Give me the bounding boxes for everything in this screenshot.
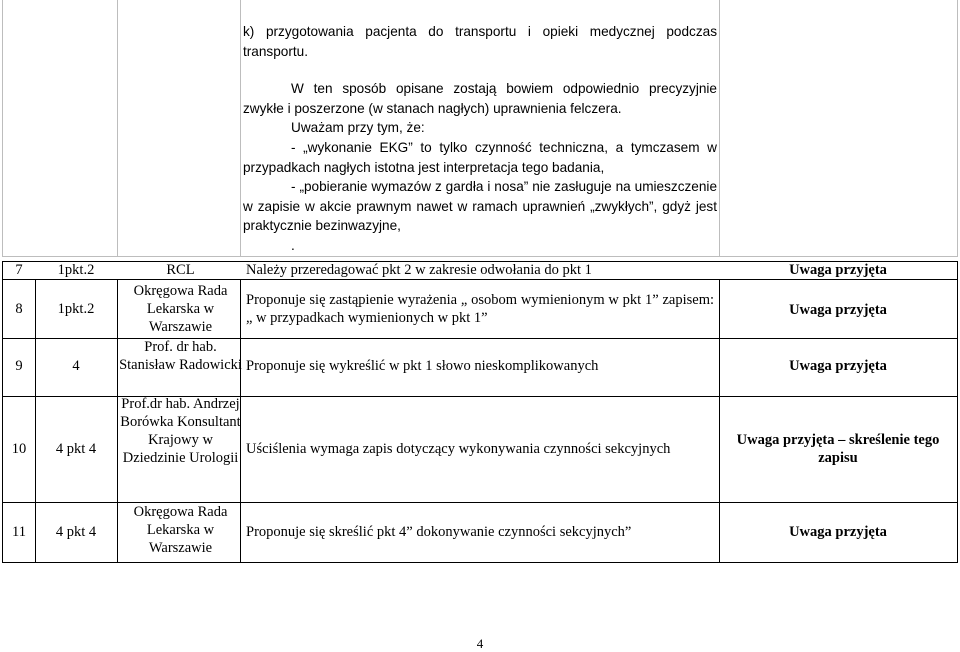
row-point: 4 xyxy=(72,358,80,374)
border xyxy=(957,0,958,256)
border xyxy=(117,0,118,256)
row-comment: Należy przeredagować pkt 2 w zakresie odwołania do pkt 1 xyxy=(246,262,592,278)
page-number: 4 xyxy=(476,636,484,651)
border xyxy=(240,0,241,256)
paragraph: . xyxy=(291,237,295,253)
row-number: 7 xyxy=(15,262,23,278)
col-border xyxy=(957,261,958,563)
row-border xyxy=(2,562,958,563)
row-number: 9 xyxy=(15,358,23,374)
row-author: Prof. dr hab. Stanisław Radowicki xyxy=(119,339,242,373)
border xyxy=(2,0,3,256)
col-border xyxy=(117,279,118,563)
row-point: 4 pkt 4 xyxy=(55,441,97,457)
row-comment: Proponuje się wykreślić w pkt 1 słowo nieskomplikowanych xyxy=(246,358,599,374)
border xyxy=(2,256,958,257)
paragraph: - „wykonanie EKG” to tylko czynność techniczna, a tymczasem w przypadkach nagłych istotna jest interpretacja tego badania, xyxy=(243,139,717,175)
row-point: 1pkt.2 xyxy=(57,301,95,317)
row-verdict: Uwaga przyjęta xyxy=(789,358,887,374)
col-border xyxy=(719,279,720,563)
row-border xyxy=(2,279,958,280)
row-number: 11 xyxy=(12,524,26,540)
paragraph: - „pobieranie wymazów z gardła i nosa” nie zasługuje na umieszczenie w zapisie w akcie prawnym nawet w ramach uprawnień „zwykłych”, gdyż jest praktycznie bezinwazyjne, xyxy=(243,179,717,234)
row-verdict: Uwaga przyjęta – skreślenie tego zapisu xyxy=(736,432,940,466)
col-border xyxy=(2,261,3,563)
paragraph: W ten sposób opisane zostają bowiem odpowiednio precyzyjnie zwykłe i poszerzone (w stanach nagłych) uprawnienia felczera. xyxy=(243,81,717,116)
row-author: Prof.dr hab. Andrzej Borówka Konsultant Krajowy w Dziedzinie Urologii xyxy=(120,396,241,466)
row-verdict: Uwaga przyjęta xyxy=(789,524,887,540)
row-point: 1pkt.2 xyxy=(57,262,95,278)
continuation-text xyxy=(243,22,717,256)
paragraph: k) przygotowania pacjenta do transportu i opieki medycznej podczas transportu. xyxy=(243,24,717,59)
row-author: Okręgowa Rada Lekarska w Warszawie xyxy=(133,283,228,335)
border xyxy=(719,0,720,256)
row-comment: Proponuje się skreślić pkt 4” dokonywanie czynności sekcyjnych” xyxy=(246,524,632,540)
row-comment: Uściślenia wymaga zapis dotyczący wykonywania czynności sekcyjnych xyxy=(246,441,671,457)
row-author: RCL xyxy=(166,262,195,278)
row-verdict: Uwaga przyjęta xyxy=(789,262,887,278)
row-number: 10 xyxy=(11,441,27,457)
row-number: 8 xyxy=(15,301,23,317)
col-border xyxy=(35,279,36,563)
row-point: 4 pkt 4 xyxy=(55,524,97,540)
row-author: Okręgowa Rada Lekarska w Warszawie xyxy=(133,504,228,556)
paragraph: Uważam przy tym, że: xyxy=(291,120,425,136)
row-verdict: Uwaga przyjęta xyxy=(789,302,887,318)
row-comment: Proponuje się zastąpienie wyrażenia „ osobom wymienionym w pkt 1” zapisem: „ w przypadkach wymienionych w pkt 1” xyxy=(246,292,714,326)
